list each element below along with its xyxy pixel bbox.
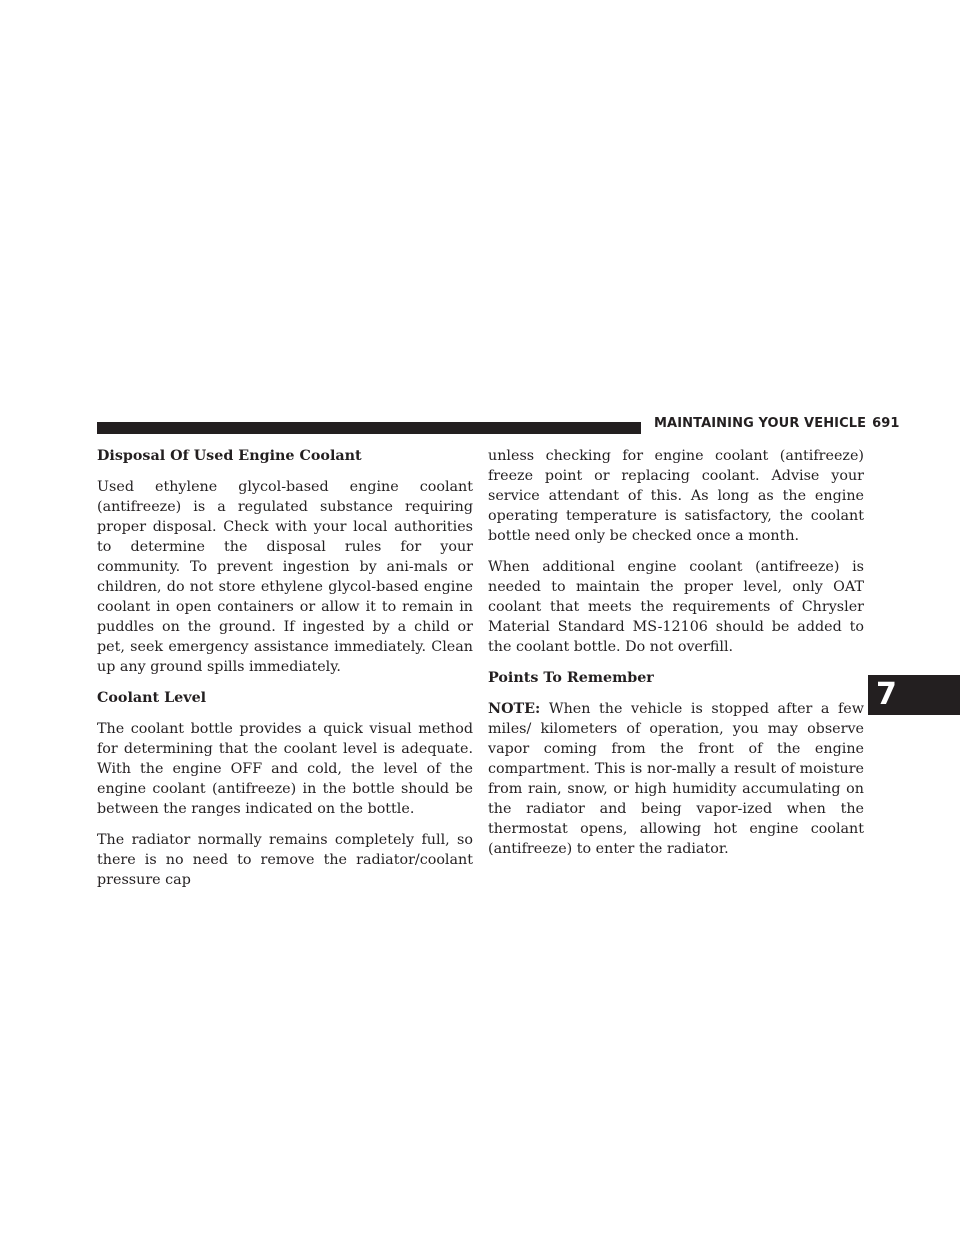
heading-disposal: Disposal Of Used Engine Coolant bbox=[97, 448, 362, 464]
heading-coolant-level: Coolant Level bbox=[97, 690, 207, 706]
paragraph-radiator: The radiator normally remains completely full, so there is no need to remove the radiator/coolant pressure cap bbox=[97, 832, 473, 888]
paragraph-coolant-bottle: The coolant bottle provides a quick visual method for determining that the coolant level is adequate. With the engine OFF and cold, the level of the engine coolant (antifreeze) in the bottle should be between the ranges indicated on the bottle. bbox=[97, 721, 473, 817]
chapter-tab: 7 bbox=[868, 675, 960, 715]
paragraph-additional-coolant: When additional engine coolant (antifreeze) is needed to maintain the proper level, only OAT coolant that meets the requirements of Chrysler Material Standard MS-12106 should be added to the coolant bottle. Do not overfill. bbox=[488, 559, 864, 655]
left-column bbox=[97, 446, 473, 901]
note-paragraph bbox=[488, 699, 864, 859]
paragraph-disposal: Used ethylene glycol-based engine coolant (antifreeze) is a regulated substance requiring proper disposal. Check with your local authorities to determine the disposal rules for your community. To prevent ingestion by ani-mals or children, do not store ethylene glycol-based engine coolant in open containers or allow it to remain in puddles on the ground. If ingested by a child or pet, seek emergency assistance immediately. Clean up any ground spills immediately. bbox=[97, 479, 473, 675]
right-column bbox=[488, 446, 864, 870]
heading-points-to-remember: Points To Remember bbox=[488, 670, 654, 686]
section-title: MAINTAINING YOUR VEHICLE bbox=[654, 416, 867, 431]
note-label: NOTE: bbox=[488, 701, 541, 717]
page-number: 691 bbox=[872, 416, 900, 431]
header-rule bbox=[97, 422, 641, 434]
running-header bbox=[654, 416, 900, 431]
paragraph-checking: unless checking for engine coolant (antifreeze) freeze point or replacing coolant. Advise your service attendant of this. As long as the engine operating temperature is satisfactory, the coolant bottle need only be checked once a month. bbox=[488, 448, 864, 544]
note-text: When the vehicle is stopped after a few miles/ kilometers of operation, you may observe vapor coming from the front of the engine compartment. This is nor-mally a result of moisture from rain, snow, or high humidity accumulating on the radiator and being vapor-ized when the thermostat opens, allowing hot engine coolant (antifreeze) to enter the radiator. bbox=[488, 701, 864, 857]
